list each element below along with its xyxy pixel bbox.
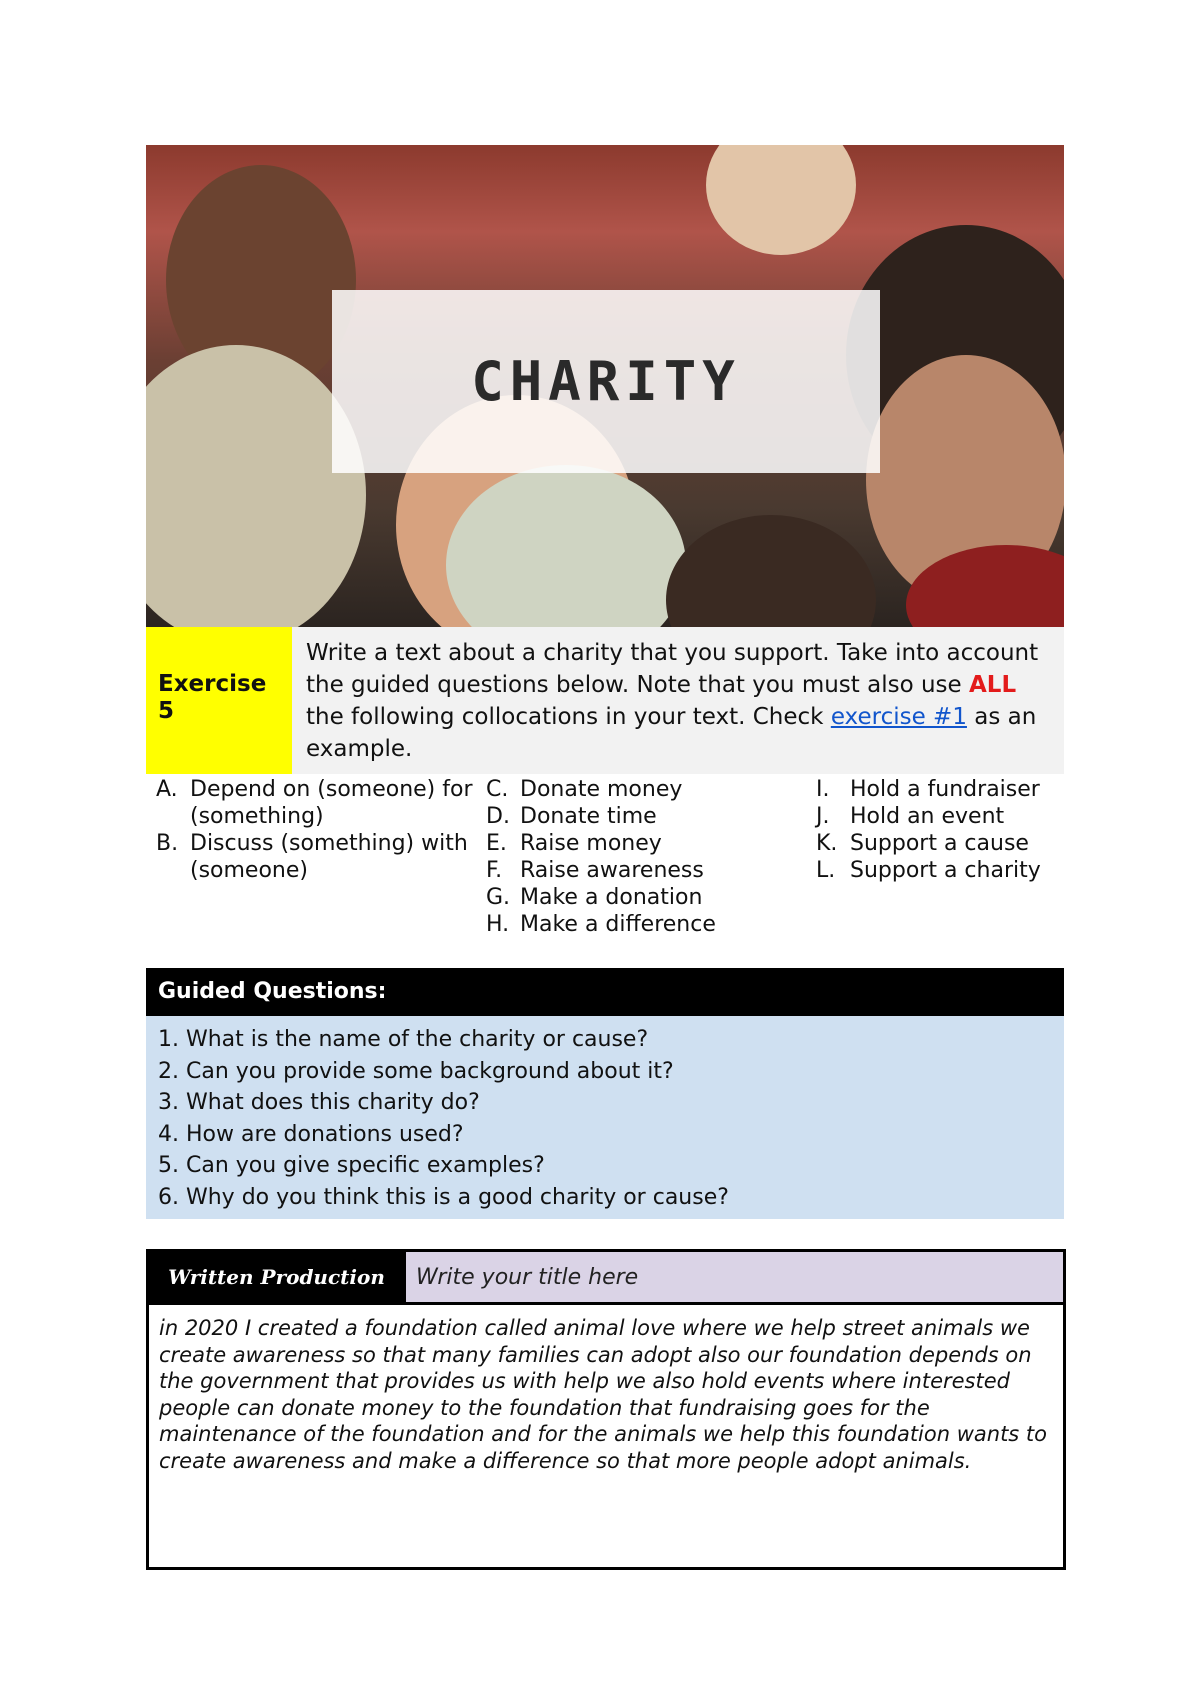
list-letter: A.: [156, 777, 178, 802]
list-item: [476, 884, 806, 911]
list-letter: F.: [486, 858, 503, 883]
list-text: Make a difference: [520, 912, 716, 937]
list-text: Discuss (something) with (someone): [190, 831, 468, 883]
guided-questions-list: [146, 1016, 1064, 1219]
list-letter: C.: [486, 777, 509, 802]
collocations-column-1: [146, 776, 476, 938]
list-text: Depend on (someone) for (something): [190, 777, 473, 829]
guided-questions-heading: Guided Questions:: [146, 968, 1064, 1016]
list-item: [806, 776, 1064, 803]
list-item: [146, 776, 476, 830]
list-letter: L.: [816, 858, 836, 883]
question-item: 4. How are donations used?: [158, 1121, 464, 1147]
exercise-instructions: [292, 627, 1064, 774]
question-item: 2. Can you provide some background about it?: [158, 1058, 674, 1084]
page-title: CHARITY: [471, 350, 741, 413]
list-text: Raise money: [520, 831, 662, 856]
list-item: [146, 830, 476, 884]
list-item: [476, 911, 806, 938]
exercise-link[interactable]: exercise #1: [830, 704, 967, 730]
list-item: [806, 803, 1064, 830]
list-letter: J.: [816, 804, 830, 829]
instructions-text: Write a text about a charity that you support. Take into account the guided questions below. Note that you must also use: [306, 640, 1039, 698]
list-text: Donate money: [520, 777, 683, 802]
question-item: 1. What is the name of the charity or cause?: [158, 1027, 649, 1052]
list-text: Donate time: [520, 804, 657, 829]
collocations-list: [146, 776, 1064, 938]
list-item: [806, 830, 1064, 857]
written-production-body[interactable]: in 2020 I created a foundation called animal love where we help street animals we create awareness so that many families can adopt also our foundation depends on the government that provides us with help we also hold events where interested people can donate money to the foundation that fundraising goes for the maintenance of the foundation and for the animals we help this foundation wants to create awareness and make a difference so that more people adopt animals.: [159, 1316, 1048, 1473]
exercise-label: Exercise 5: [146, 627, 292, 774]
list-letter: I.: [816, 777, 830, 802]
title-banner: [332, 290, 880, 473]
question-item: 6. Why do you think this is a good charity or cause?: [158, 1184, 729, 1210]
written-production: [146, 1249, 1066, 1570]
list-text: Support a cause: [850, 831, 1029, 856]
list-text: Hold a fundraiser: [850, 777, 1040, 802]
list-letter: K.: [816, 831, 838, 856]
guided-questions: [146, 968, 1064, 1219]
list-letter: G.: [486, 885, 511, 910]
exercise-row: [146, 627, 1064, 774]
list-letter: B.: [156, 831, 179, 856]
list-text: Support a charity: [850, 858, 1041, 883]
worksheet: [146, 145, 1064, 1570]
question-item: 5. Can you give specific examples?: [158, 1153, 545, 1178]
list-item: [476, 803, 806, 830]
list-item: [476, 857, 806, 884]
list-letter: E.: [486, 831, 507, 856]
list-letter: H.: [486, 912, 510, 937]
instructions-text-3: as an example.: [306, 704, 1037, 762]
instructions-emphasis: ALL: [969, 672, 1017, 698]
collocations-column-2: [476, 776, 806, 938]
question-item: 3. What does this charity do?: [158, 1090, 480, 1115]
written-production-header: [149, 1252, 1063, 1305]
collocations-column-3: [806, 776, 1064, 938]
instructions-text-2: the following collocations in your text. Check: [306, 704, 831, 730]
list-text: Make a donation: [520, 885, 703, 910]
list-text: Raise awareness: [520, 858, 704, 883]
list-item: [476, 776, 806, 803]
list-letter: D.: [486, 804, 510, 829]
written-production-label: Written Production: [149, 1252, 404, 1302]
list-item: [476, 830, 806, 857]
title-field[interactable]: Write your title here: [404, 1252, 1063, 1302]
list-item: [806, 857, 1064, 884]
list-text: Hold an event: [850, 804, 1005, 829]
hero-photo: [146, 145, 1064, 627]
